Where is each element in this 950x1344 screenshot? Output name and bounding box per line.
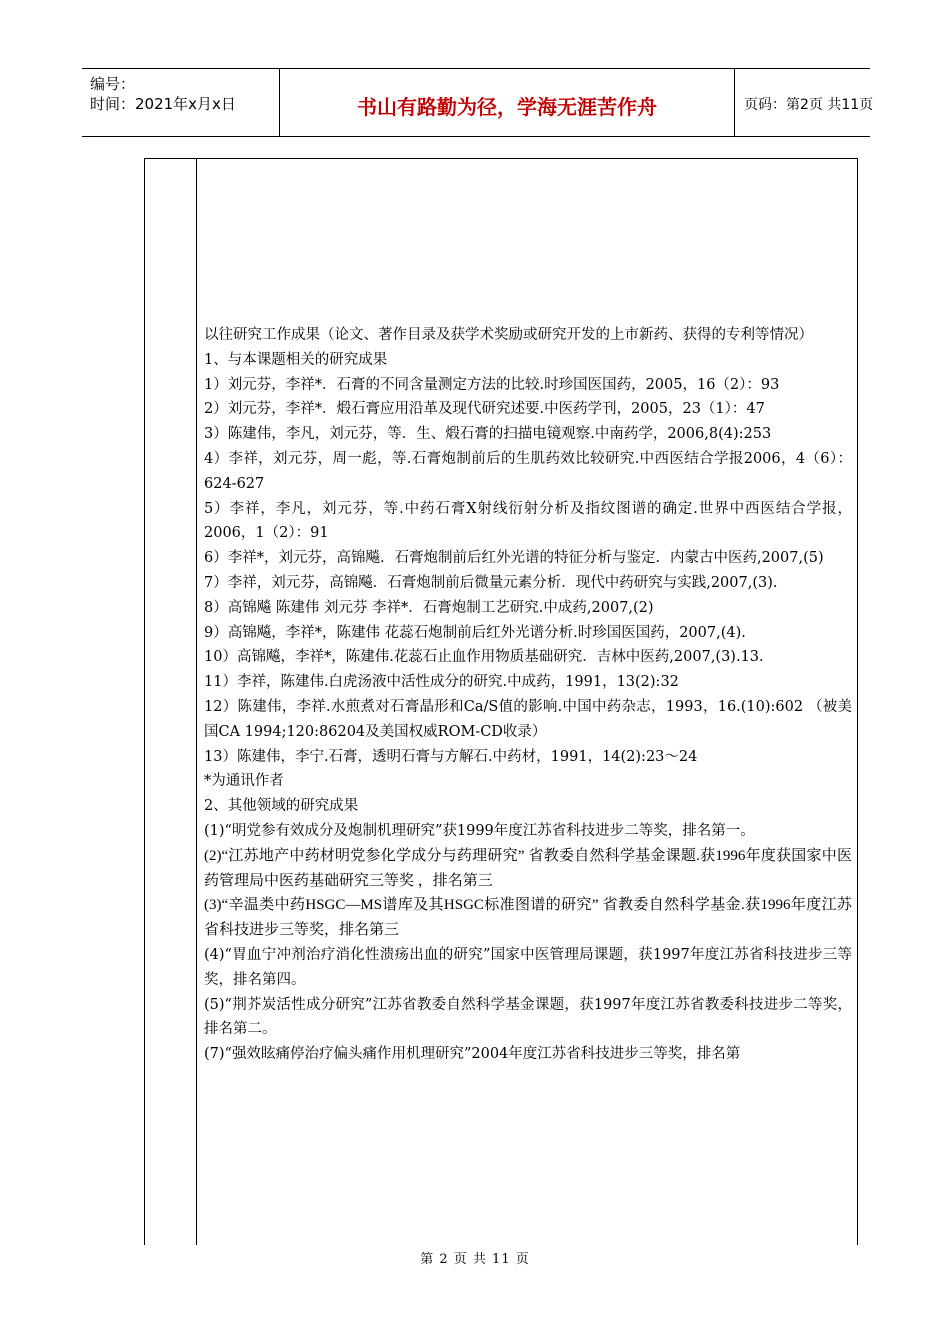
motto: 书山有路勤为径，学海无涯苦作舟 (357, 95, 657, 119)
header-motto-cell (279, 69, 735, 136)
list-item: 9）高锦飚，李祥*，陈建伟 花蕊石炮制前后红外光谱分析.时珍国医国药，2007,(4). (204, 624, 746, 641)
page-header (82, 68, 874, 137)
header-left-cell (82, 69, 279, 136)
list-item: 7）李祥，刘元芬，高锦飚．石膏炮制前后微量元素分析．现代中药研究与实践,2007,(3). (204, 574, 778, 591)
doc-number: 编号： (90, 75, 136, 93)
list-item: 1、与本课题相关的研究成果 (204, 351, 388, 368)
list-item: 2）刘元芬，李祥*．煅石膏应用沿革及现代研究述要.中医药学刊，2005，23（1）：47 (204, 401, 765, 418)
page-footer: 第 2 页 共 11 页 (420, 1252, 530, 1267)
list-item: 6）李祥*，刘元芬，高锦飚．石膏炮制前后红外光谱的特征分析与鉴定．内蒙古中医药,2007,(5) (204, 550, 824, 567)
list-item: 1）刘元芬，李祥*．石膏的不同含量测定方法的比较.时珍国医国药，2005，16（2）：93 (204, 376, 780, 393)
list-item: (7)“强效眩痛停治疗偏头痛作用机理研究”2004年度江苏省科技进步三等奖，排名第 (204, 1046, 741, 1063)
list-item: 4）李祥，刘元芬，周一彪，等.石膏炮制前后的生肌药效比较研究.中西医结合学报2006，4（6）：624-627 (204, 450, 852, 492)
list-item: 13）陈建伟，李宁.石膏，透明石膏与方解石.中药材，1991，14(2):23～24 (204, 748, 698, 765)
list-item: (2)“江苏地产中药材明党参化学成分与药理研究” 省教委自然科学基金课题.获1996年度获国家中医药管理局中医药基础研究三等奖 ，排名第三 (204, 847, 852, 889)
list-item: *为通讯作者 (204, 773, 284, 790)
list-item: 3）陈建伟，李凡，刘元芬，等．生、煅石膏的扫描电镜观察.中南药学，2006,8(4):253 (204, 426, 772, 443)
list-item: (4)“胃血宁冲剂治疗消化性溃疡出血的研究”国家中医管理局课题，获1997年度江苏省科技进步三等奖，排名第四。 (204, 946, 852, 988)
list-item: (3)“辛温类中药HSGC—MS谱库及其HSGC标准图谱的研究” 省教委自然科学基金.获1996年度江苏省科技进步三等奖，排名第三 (204, 897, 852, 939)
list-item: 11）李祥，陈建伟.白虎汤液中活性成分的研究.中成药，1991，13(2):32 (204, 674, 679, 691)
list-item: 8）高锦飚 陈建伟 刘元芬 李祥*．石膏炮制工艺研究.中成药,2007,(2) (204, 599, 654, 616)
doc-date: 时间：2021年x月x日 (90, 95, 236, 113)
section-title: 以往研究工作成果（论文、著作目录及获学术奖励或研究开发的上市新药、获得的专利等情况） (204, 327, 813, 343)
list-item: (1)“明党参有效成分及炮制机理研究”获1999年度江苏省科技进步二等奖，排名第一。 (204, 822, 755, 839)
research-results (204, 323, 852, 1063)
list-item: 10）高锦飚，李祥*，陈建伟.花蕊石止血作用物质基础研究．吉林中医药,2007,(3).13. (204, 649, 764, 666)
header-page-cell (734, 69, 874, 136)
page-info: 页码：第2页 共11页 (744, 97, 874, 113)
table-column-divider (196, 159, 197, 1245)
list-item: 5）李祥，李凡，刘元芬，等.中药石膏X射线衍射分析及指纹图谱的确定.世界中西医结合学报，2006，1（2）：91 (204, 500, 852, 542)
list-item: 2、其他领域的研究成果 (204, 798, 359, 815)
list-item: (5)“荆芥炭活性成分研究”江苏省教委自然科学基金课题，获1997年度江苏省教委科技进步二等奖，排名第二。 (204, 996, 852, 1038)
list-item: 12）陈建伟，李祥.水煎煮对石膏晶形和Ca/S值的影响.中国中药杂志，1993，16.(10):602 （被美国CA 1994;120:86204及美国权威ROM-CD收录） (204, 698, 852, 740)
